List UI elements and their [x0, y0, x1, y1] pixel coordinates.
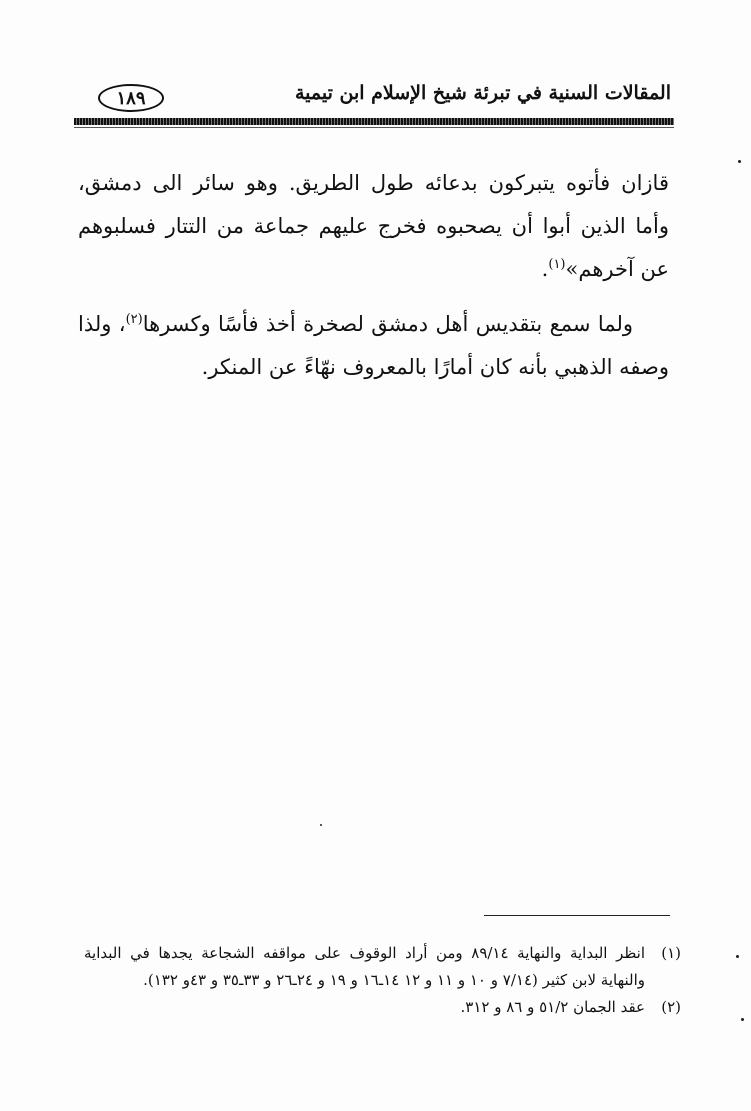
footnote-1	[84, 940, 681, 994]
footnote-ref-1[interactable]: (١)	[548, 257, 566, 272]
paragraph-1	[78, 162, 669, 291]
paragraph-2-text-start: ولما سمع بتقديس أهل دمشق لصخرة أخذ فأسًا وكسرها	[142, 312, 633, 336]
scan-speck	[320, 824, 322, 826]
paragraph-1-end: .	[541, 257, 549, 281]
header-rule	[74, 118, 674, 125]
footnote-1-text: انظر البداية والنهاية ٨٩/١٤ ومن أراد الوقوف على مواقفه الشجاعة يجدها في البداية والنهاية لابن كثير (٧/١٤ و ١٠ و ١١ و ١٢ ١٤ـ١٦ و ١٩ و ٢٤ـ٢٦ و ٣٣ـ٣٥ و ٤٣و ١٣٢).	[84, 944, 646, 989]
footnote-2	[84, 994, 681, 1021]
footnotes	[84, 940, 681, 1021]
footnote-2-text: عقد الجمان ٥١/٢ و ٨٦ و ٣١٢.	[460, 998, 645, 1016]
footnote-2-number: (٢)	[661, 998, 681, 1016]
body-text	[78, 162, 669, 389]
scan-speck	[738, 160, 741, 163]
paragraph-2	[78, 303, 669, 389]
header-rule-thin	[74, 127, 674, 128]
footnote-ref-2[interactable]: (٢)	[125, 312, 143, 327]
page-number: ١٨٩	[98, 84, 164, 112]
paragraph-1-text: قازان فأتوه يتبركون بدعائه طول الطريق. وهو سائر الى دمشق، وأما الذين أبوا أن يصحبوه فخرج عليهم جماعة من التتار فسلبوهم عن آخرهم»	[78, 171, 669, 281]
footnote-separator	[484, 915, 670, 916]
scan-speck	[736, 955, 739, 958]
paragraph-2-text-end: ، ولذا وصفه الذهبي بأنه كان أمارًا بالمعروف نهّاءً عن المنكر.	[78, 312, 669, 379]
running-title: المقالات السنية في تبرئة شيخ الإسلام ابن تيمية	[294, 82, 671, 104]
footnote-1-number: (١)	[661, 944, 681, 962]
scan-speck	[741, 1018, 744, 1021]
